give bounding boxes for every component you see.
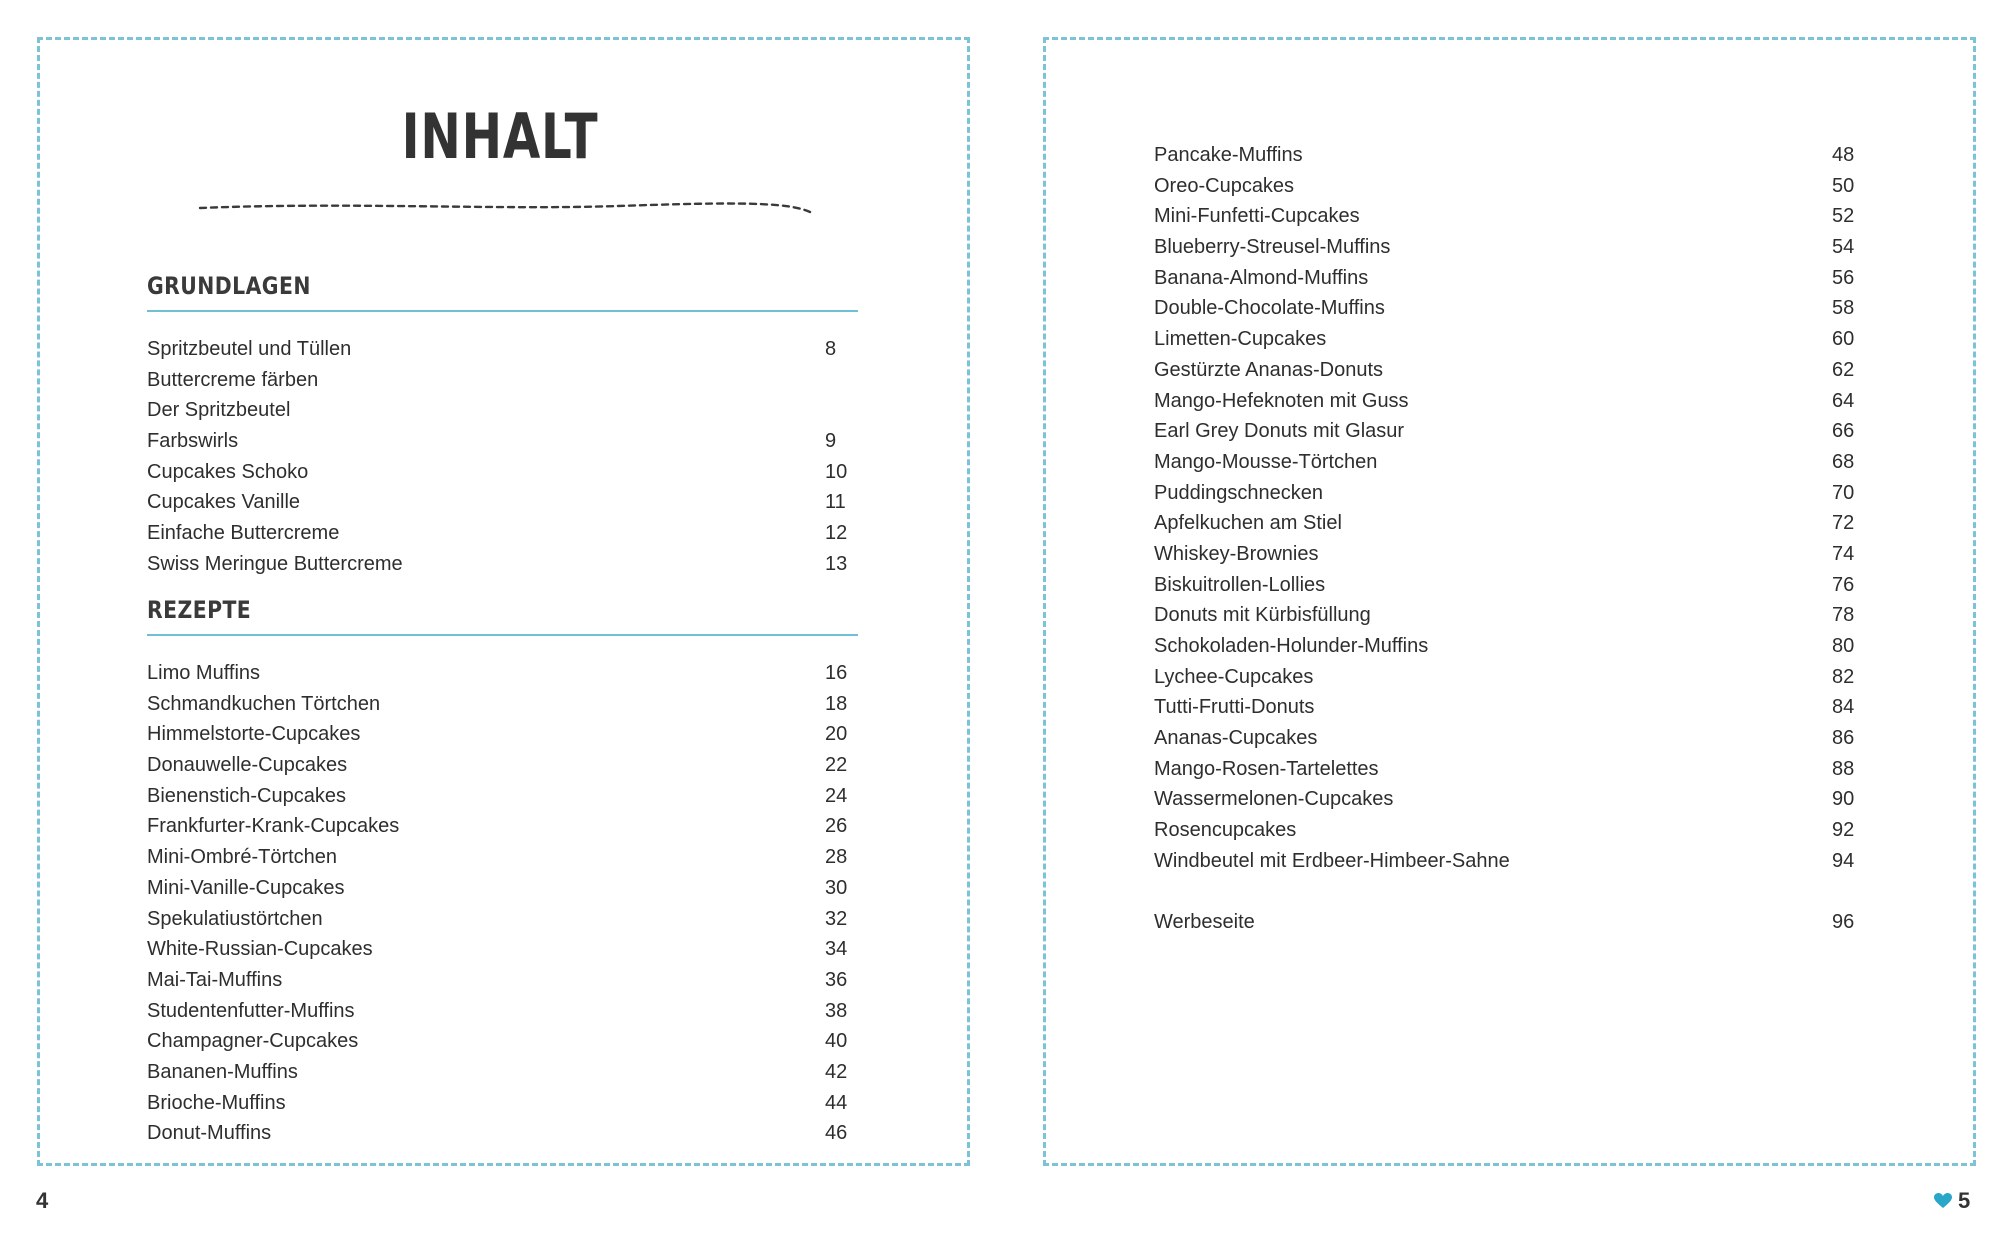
list-spacer — [1154, 877, 1865, 908]
toc-entry-page: 72 — [1832, 512, 1855, 535]
toc-entry-title: Mai-Tai-Muffins — [147, 968, 283, 991]
toc-entry — [147, 996, 858, 1027]
toc-entry-page: 38 — [825, 999, 848, 1022]
toc-entry-title: Farbswirls — [147, 430, 239, 453]
toc-entry — [147, 518, 858, 549]
toc-entry-title: Mango-Hefeknoten mit Guss — [1154, 389, 1409, 412]
section-rule — [147, 634, 858, 636]
toc-entry — [1154, 171, 1865, 202]
toc-entry-page: 12 — [825, 522, 848, 545]
toc-entry-page: 90 — [1832, 788, 1855, 811]
toc-entry-page: 54 — [1832, 236, 1855, 259]
toc-entry-page: 11 — [825, 491, 846, 514]
toc-entry — [1154, 140, 1865, 171]
toc-entry-title: Bananen-Muffins — [147, 1060, 298, 1083]
toc-entry-title: Himmelstorte-Cupcakes — [147, 723, 361, 746]
section-heading-grundlagen: GRUNDLAGEN — [147, 272, 311, 300]
toc-entry — [1154, 723, 1865, 754]
toc-entry — [147, 689, 858, 720]
toc-entry — [1154, 478, 1865, 509]
toc-entry-title: Cupcakes Vanille — [147, 491, 301, 514]
toc-entry — [147, 658, 858, 689]
toc-entry-page: 82 — [1832, 665, 1855, 688]
toc-entry — [147, 549, 858, 580]
section-grundlagen — [147, 272, 858, 580]
toc-entry-title: Swiss Meringue Buttercreme — [147, 552, 403, 575]
toc-entry — [1154, 539, 1865, 570]
toc-entry-title: Gestürzte Ananas-Donuts — [1154, 358, 1384, 381]
toc-entry-page: 48 — [1832, 144, 1855, 166]
toc-entry — [147, 934, 858, 965]
toc-entry-title: Earl Grey Donuts mit Glasur — [1154, 420, 1405, 443]
toc-entry-page: 46 — [825, 1122, 848, 1145]
page-title: INHALT — [401, 100, 599, 173]
section-rezepte — [147, 596, 858, 1149]
toc-entry — [147, 719, 858, 750]
toc-entry-page: 86 — [1832, 727, 1855, 750]
toc-entry — [147, 487, 858, 518]
toc-entry-title: Spritzbeutel und Tüllen — [147, 338, 352, 360]
toc-entry-title: Mango-Rosen-Tartelettes — [1154, 757, 1379, 780]
toc-entry-page: 76 — [1832, 573, 1855, 596]
toc-entry — [1154, 662, 1865, 693]
page-number-left: 4 — [36, 1188, 49, 1213]
toc-entry-title: Double-Chocolate-Muffins — [1154, 297, 1385, 320]
toc-entry — [1154, 447, 1865, 478]
toc-entry — [147, 395, 858, 426]
toc-entry — [1154, 754, 1865, 785]
toc-entry-title: Puddingschnecken — [1154, 481, 1324, 504]
toc-entry-page: 92 — [1832, 819, 1855, 842]
toc-entry-title: Mini-Ombré-Törtchen — [147, 846, 338, 869]
toc-entry — [1154, 631, 1865, 662]
toc-entry-page: 26 — [825, 815, 848, 838]
toc-entry-title: Wassermelonen-Cupcakes — [1154, 788, 1394, 811]
toc-entry — [1154, 355, 1865, 386]
toc-entry-title: Lychee-Cupcakes — [1154, 665, 1314, 688]
toc-entry — [1154, 692, 1865, 723]
toc-entry — [1154, 570, 1865, 601]
toc-entry-title: Limetten-Cupcakes — [1154, 328, 1327, 351]
toc-entry-title: Champagner-Cupcakes — [147, 1030, 359, 1053]
toc-entry — [147, 1057, 858, 1088]
toc-entry — [1154, 201, 1865, 232]
toc-entry-page: 9 — [825, 430, 837, 453]
toc-entry-page: 24 — [825, 784, 848, 807]
toc-entry-title: Spekulatiustörtchen — [147, 907, 323, 930]
toc-entry-page: 13 — [825, 552, 848, 575]
toc-entry — [1154, 293, 1865, 324]
toc-entry-title: Der Spritzbeutel — [147, 399, 291, 422]
toc-entry-page: 78 — [1832, 604, 1855, 627]
toc-entry — [1154, 232, 1865, 263]
toc-entry-title: Schmandkuchen Törtchen — [147, 692, 381, 715]
toc-entry — [147, 842, 858, 873]
section-rule — [147, 310, 858, 312]
toc-entry-page: 68 — [1832, 450, 1855, 473]
grundlagen-list — [147, 334, 858, 580]
toc-entry-title: Mini-Vanille-Cupcakes — [147, 876, 345, 899]
toc-entry-title: White-Russian-Cupcakes — [147, 938, 373, 961]
toc-entry-page: 22 — [825, 754, 848, 777]
toc-entry-page: 74 — [1832, 542, 1855, 565]
toc-entry-page: 56 — [1832, 266, 1855, 289]
toc-entry — [1154, 784, 1865, 815]
toc-entry-page: 8 — [825, 338, 837, 360]
toc-entry-title: Ananas-Cupcakes — [1154, 727, 1318, 750]
toc-entry-page: 84 — [1832, 696, 1855, 719]
toc-entry-title: Mini-Funfetti-Cupcakes — [1154, 205, 1360, 228]
toc-entry-page: 36 — [825, 968, 848, 991]
toc-entry-title: Tutti-Frutti-Donuts — [1154, 696, 1315, 719]
toc-entry-werbeseite — [1154, 907, 1865, 938]
toc-entry-page: 32 — [825, 907, 848, 930]
toc-entry-title: Werbeseite — [1154, 911, 1255, 934]
toc-entry-title: Frankfurter-Krank-Cupcakes — [147, 815, 400, 838]
toc-entry-page: 58 — [1832, 297, 1855, 320]
toc-entry-page: 60 — [1832, 328, 1855, 351]
toc-entry — [1154, 263, 1865, 294]
toc-entry-title: Windbeutel mit Erdbeer-Himbeer-Sahne — [1154, 849, 1510, 872]
page-number-right: 5 — [1958, 1188, 1971, 1213]
toc-entry-page: 40 — [825, 1030, 848, 1053]
toc-entry — [147, 334, 858, 365]
toc-entry-title: Brioche-Muffins — [147, 1091, 286, 1114]
toc-entry-title: Donauwelle-Cupcakes — [147, 754, 348, 777]
toc-entry-title: Buttercreme färben — [147, 368, 319, 391]
toc-entry-page: 96 — [1832, 911, 1855, 934]
toc-entry-page: 44 — [825, 1091, 848, 1114]
toc-entry-page: 70 — [1832, 481, 1855, 504]
toc-entry — [147, 426, 858, 457]
right-page-list — [1154, 140, 1865, 938]
toc-entry-title: Schokoladen-Holunder-Muffins — [1154, 635, 1429, 657]
toc-entry-page: 66 — [1832, 420, 1855, 443]
toc-entry — [147, 904, 858, 935]
toc-entry-title: Pancake-Muffins — [1154, 144, 1303, 166]
toc-entry-page: 88 — [1832, 757, 1855, 780]
rezepte-list — [147, 658, 858, 1149]
toc-entry-title: Whiskey-Brownies — [1154, 542, 1319, 565]
toc-entry-title: Donuts mit Kürbisfüllung — [1154, 604, 1371, 627]
toc-entry — [1154, 416, 1865, 447]
toc-entry — [147, 365, 858, 396]
toc-entry — [147, 781, 858, 812]
toc-entry — [147, 811, 858, 842]
section-heading-rezepte: REZEPTE — [147, 596, 252, 624]
toc-entry-page: 10 — [825, 460, 848, 483]
toc-entry — [1154, 324, 1865, 355]
toc-entry-title: Oreo-Cupcakes — [1154, 174, 1295, 197]
toc-entry — [147, 965, 858, 996]
toc-entry — [1154, 386, 1865, 417]
toc-entry-title: Apfelkuchen am Stiel — [1154, 512, 1342, 535]
toc-entry-page: 42 — [825, 1060, 848, 1083]
toc-entry — [147, 1026, 858, 1057]
toc-entry-page: 16 — [825, 662, 848, 684]
title-underline-squiggle — [198, 196, 814, 218]
toc-entry — [1154, 846, 1865, 877]
toc-entry — [147, 1088, 858, 1119]
toc-entry-page: 50 — [1832, 174, 1855, 197]
toc-entry — [1154, 508, 1865, 539]
toc-entry-title: Mango-Mousse-Törtchen — [1154, 450, 1378, 473]
toc-entry-title: Blueberry-Streusel-Muffins — [1154, 236, 1391, 259]
toc-entry-page: 64 — [1832, 389, 1855, 412]
toc-entry-page: 34 — [825, 938, 848, 961]
toc-entry-title: Einfache Buttercreme — [147, 522, 340, 545]
toc-entry — [147, 873, 858, 904]
toc-entry — [1154, 815, 1865, 846]
toc-entry-title: Banana-Almond-Muffins — [1154, 266, 1369, 289]
toc-entry-title: Cupcakes Schoko — [147, 460, 309, 483]
toc-entry-page: 20 — [825, 723, 848, 746]
toc-entry-title: Bienenstich-Cupcakes — [147, 784, 346, 807]
toc-entry-page: 94 — [1832, 849, 1855, 872]
toc-entry-page: 18 — [825, 692, 848, 715]
toc-entry-title: Biskuitrollen-Lollies — [1154, 573, 1326, 596]
toc-entry-title: Studentenfutter-Muffins — [147, 999, 355, 1022]
toc-entry-page: 28 — [825, 846, 848, 869]
toc-entry-title: Donut-Muffins — [147, 1122, 272, 1145]
toc-entry — [147, 1118, 858, 1149]
toc-entry-title: Rosencupcakes — [1154, 819, 1297, 842]
heart-icon — [1934, 1193, 1952, 1209]
toc-entry-page: 30 — [825, 876, 848, 899]
toc-entry-page: 62 — [1832, 358, 1855, 381]
toc-entry-title: Limo Muffins — [147, 662, 261, 684]
toc-entry-page: 52 — [1832, 205, 1855, 228]
toc-entry — [147, 457, 858, 488]
toc-entry-page: 80 — [1832, 635, 1855, 657]
toc-entry — [1154, 600, 1865, 631]
toc-entry — [147, 750, 858, 781]
